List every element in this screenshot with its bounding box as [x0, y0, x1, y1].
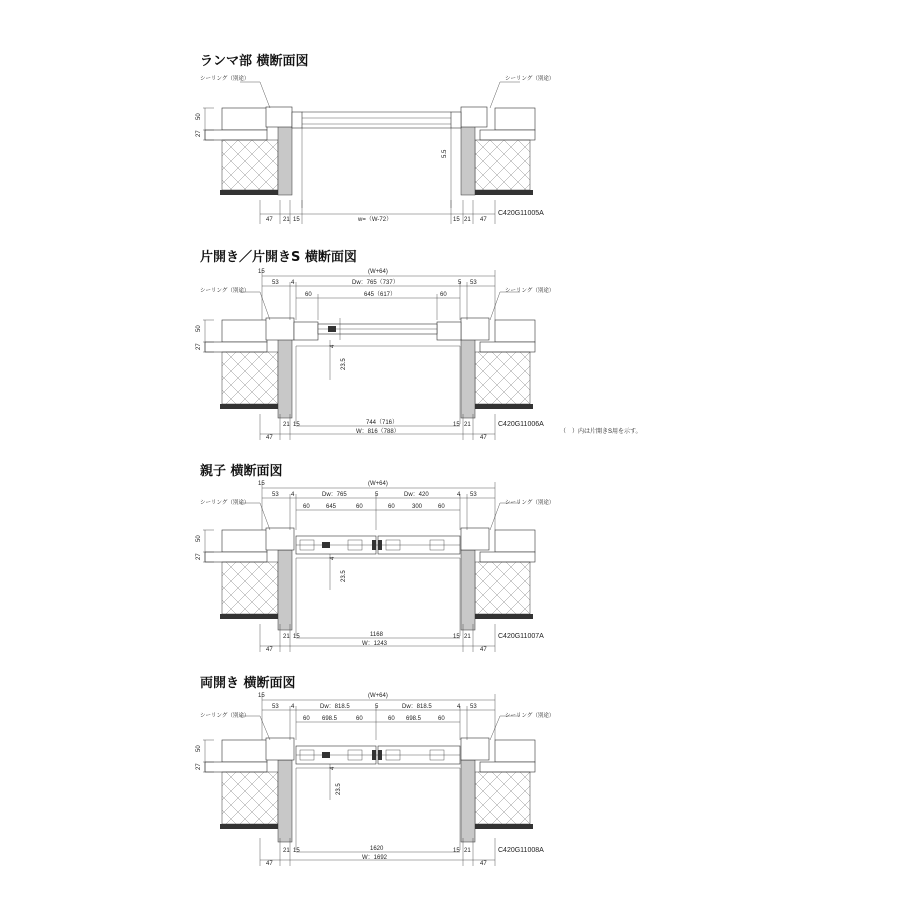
- ryobiraki-top-53-left: 53: [272, 704, 279, 710]
- ryobiraki-dim-a: 47: [266, 861, 273, 867]
- oyako-top3-5: 60: [438, 504, 445, 510]
- ryobiraki-top-53-right: 53: [470, 704, 477, 710]
- kataaki-top-5: 5: [458, 280, 462, 286]
- kataaki-inner-23-5: 23.5: [341, 358, 347, 370]
- ranma-dim-d: 15: [453, 217, 460, 223]
- oyako-top-overall: (W+64): [368, 481, 388, 487]
- oyako-dim-b: 21: [283, 634, 290, 640]
- oyako-inner-4: 4: [330, 556, 336, 560]
- kataaki-bottom-w: W：816（788）: [356, 429, 400, 435]
- oyako-bottom-w: W：1243: [362, 641, 388, 647]
- oyako-top-dw-2: Dw：420: [404, 492, 429, 498]
- oyako-top-53-right: 53: [470, 492, 477, 498]
- ranma-left-sealing-label: シーリング（別途）: [200, 76, 250, 82]
- ryobiraki-dim-d: 15: [453, 848, 460, 854]
- ryobiraki-top-4-left: 4: [291, 704, 295, 710]
- kataaki-top-53-right: 53: [470, 280, 477, 286]
- ranma-dim-mid: w=（W-72）: [358, 217, 393, 223]
- section-ryobiraki-drawing: [203, 694, 535, 866]
- ryobiraki-dim-c: 15: [293, 848, 300, 854]
- kataaki-right-sealing-label: シーリング（別途）: [505, 288, 555, 294]
- kataaki-dim-b: 21: [283, 422, 290, 428]
- ryobiraki-dim-f: 47: [480, 861, 487, 867]
- section-title-ryobiraki: 両開き 横断面図: [200, 676, 296, 691]
- oyako-right-sealing-label: シーリング（別途）: [505, 500, 555, 506]
- kataaki-dim-d: 15: [453, 422, 460, 428]
- kataaki-bottom-inner: 744（716）: [366, 420, 399, 426]
- oyako-top3-2: 60: [356, 504, 363, 510]
- ranma-vdim-50: 50: [196, 113, 202, 120]
- ryobiraki-top-dw-2: Dw：818.5: [402, 704, 432, 710]
- ryobiraki-bottom-w: W：1692: [362, 855, 388, 861]
- ranma-drawing-code: C420G11005A: [498, 210, 544, 217]
- oyako-top-4-right: 4: [457, 492, 461, 498]
- oyako-top-4-left: 4: [291, 492, 295, 498]
- kataaki-top3-60-right: 60: [440, 292, 447, 298]
- ranma-dim-f: 47: [480, 217, 487, 223]
- oyako-dim-a: 47: [266, 647, 273, 653]
- ryobiraki-top3-5: 60: [438, 716, 445, 722]
- oyako-dim-d: 15: [453, 634, 460, 640]
- oyako-dim-c: 15: [293, 634, 300, 640]
- ryobiraki-top-5: 5: [375, 704, 379, 710]
- section-title-oyako: 親子 横断面図: [200, 464, 283, 479]
- oyako-inner-23-5: 23.5: [341, 570, 347, 582]
- ryobiraki-top-15: 15: [258, 693, 265, 699]
- ranma-inner-vdim: 5.5: [442, 149, 448, 158]
- oyako-top3-4: 300: [412, 504, 423, 510]
- ranma-dim-b: 21: [283, 217, 290, 223]
- oyako-top3-1: 645: [326, 504, 337, 510]
- oyako-vdim-27: 27: [196, 553, 202, 560]
- oyako-top-5: 5: [375, 492, 379, 498]
- ranma-vdim-27: 27: [196, 130, 202, 137]
- kataaki-drawing-code: C420G11006A: [498, 421, 544, 428]
- ranma-dim-c: 15: [293, 217, 300, 223]
- ryobiraki-left-sealing-label: シーリング（別途）: [200, 713, 250, 719]
- section-title-ranma: ランマ部 横断面図: [200, 54, 309, 69]
- kataaki-inner-4: 4: [330, 344, 336, 348]
- ryobiraki-top3-1: 698.5: [322, 716, 338, 722]
- oyako-bottom-inner: 1168: [370, 632, 383, 638]
- oyako-drawing-code: C420G11007A: [498, 633, 544, 640]
- kataaki-top-dw: Dw：765（737）: [352, 280, 399, 286]
- kataaki-top-overall: (W+64): [368, 269, 388, 275]
- kataaki-vdim-27: 27: [196, 343, 202, 350]
- kataaki-top-15: 15: [258, 269, 265, 275]
- section-oyako-drawing: [203, 482, 535, 652]
- oyako-dim-e: 21: [464, 634, 471, 640]
- oyako-top-dw-1: Dw：765: [322, 492, 347, 498]
- ryobiraki-drawing-code: C420G11008A: [498, 847, 544, 854]
- oyako-top-53-left: 53: [272, 492, 279, 498]
- ranma-dim-a: 47: [266, 217, 273, 223]
- ryobiraki-inner-4: 4: [330, 766, 336, 770]
- kataaki-top3-60-left: 60: [305, 292, 312, 298]
- oyako-dim-f: 47: [480, 647, 487, 653]
- section-ranma-drawing: [203, 82, 535, 224]
- kataaki-top-4: 4: [291, 280, 295, 286]
- kataaki-top3-mid: 645（617）: [364, 292, 397, 298]
- ryobiraki-top3-4: 698.5: [406, 716, 422, 722]
- section-title-kataaki: 片開き／片開きS 横断面図: [200, 250, 357, 265]
- ryobiraki-right-sealing-label: シーリング（別途）: [505, 713, 555, 719]
- ryobiraki-dim-b: 21: [283, 848, 290, 854]
- ryobiraki-top3-3: 60: [388, 716, 395, 722]
- oyako-left-sealing-label: シーリング（別途）: [200, 500, 250, 506]
- ryobiraki-top-overall: (W+64): [368, 693, 388, 699]
- ryobiraki-vdim-27: 27: [196, 763, 202, 770]
- kataaki-top-53-left: 53: [272, 280, 279, 286]
- oyako-vdim-50: 50: [196, 535, 202, 542]
- kataaki-left-sealing-label: シーリング（別途）: [200, 288, 250, 294]
- kataaki-dim-c: 15: [293, 422, 300, 428]
- ryobiraki-top-dw-1: Dw：818.5: [320, 704, 350, 710]
- kataaki-dim-f: 47: [480, 435, 487, 441]
- oyako-top3-3: 60: [388, 504, 395, 510]
- ranma-right-sealing-label: シーリング（別途）: [505, 76, 555, 82]
- oyako-top3-0: 60: [303, 504, 310, 510]
- ryobiraki-top3-2: 60: [356, 716, 363, 722]
- kataaki-note: （ ）内は片開きS用を示す。: [560, 429, 642, 435]
- ryobiraki-top3-0: 60: [303, 716, 310, 722]
- ryobiraki-inner-23-5: 23.5: [336, 783, 342, 795]
- ryobiraki-dim-e: 21: [464, 848, 471, 854]
- kataaki-dim-a: 47: [266, 435, 273, 441]
- kataaki-vdim-50: 50: [196, 325, 202, 332]
- oyako-top-15: 15: [258, 481, 265, 487]
- kataaki-dim-e: 21: [464, 422, 471, 428]
- ryobiraki-vdim-50: 50: [196, 745, 202, 752]
- ryobiraki-bottom-inner: 1620: [370, 846, 384, 852]
- ranma-dim-e: 21: [464, 217, 471, 223]
- ryobiraki-top-4-right: 4: [457, 704, 461, 710]
